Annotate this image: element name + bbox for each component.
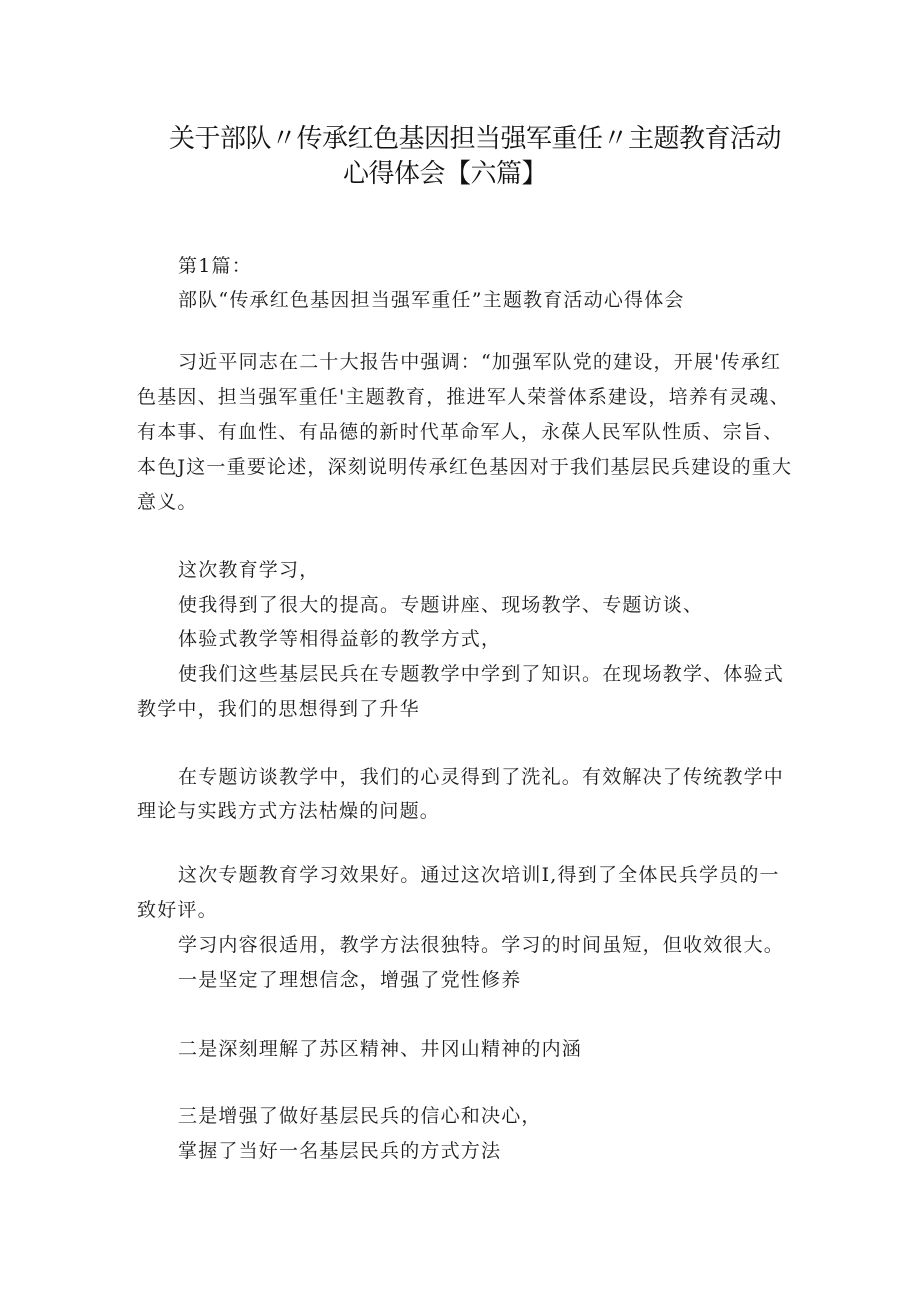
document-title-line-1: 关于部队〃传承红色基因担当强军重任〃主题教育活动 [168, 124, 781, 154]
paragraph-line: 二是深刻理解了苏区精神、井冈山精神的内涵 [178, 1038, 583, 1060]
paragraph-line: 使我们这些基层民兵在专题教学中学到了知识。在现场教学、体验式 [178, 663, 785, 685]
paragraph-line: 这次专题教育学习效果好。通过这次培训I,得到了全体民兵学员的一 [178, 864, 780, 886]
paragraph-line: 意义。 [137, 491, 198, 513]
paragraph-line: 这次教育学习， [178, 559, 320, 581]
document-subtitle: 部队“传承红色基因担当强军重任”主题教育活动心得体会 [178, 289, 685, 311]
paragraph-line: 学习内容很适用，教学方法很独特。学习的时间虽短，但收效很大。 [178, 934, 785, 956]
paragraph-line: 一是坚定了理想信念，增强了党性修养 [178, 969, 522, 991]
paragraph-line: 使我得到了很大的提高。专题讲座、现场教学、专题访谈、 [178, 594, 704, 616]
paragraph-line: 掌握了当好一名基层民兵的方式方法 [178, 1140, 502, 1162]
document-title-line-2: 心得体会【六篇】 [342, 159, 547, 189]
section-label: 第1篇： [178, 255, 252, 277]
paragraph-line: 色基因、担当强军重任'主题教育，推进军人荣誉体系建设，培养有灵魂、 [137, 386, 790, 408]
paragraph-line: 有本事、有血性、有品德的新时代革命军人，永葆人民军队性质、宗旨、 [137, 421, 784, 443]
paragraph-line: 体验式教学等相得益彰的教学方式， [178, 628, 502, 650]
paragraph-line: 教学中，我们的思想得到了升华 [137, 698, 420, 720]
paragraph-line: 理论与实践方式方法枯燥的问题。 [137, 800, 441, 822]
paragraph-line: 在专题访谈教学中，我们的心灵得到了洗礼。有效解决了传统教学中 [178, 766, 785, 788]
paragraph-line: 三是增强了做好基层民兵的信心和决心， [178, 1105, 542, 1127]
paragraph-line: 习近平同志在二十大报告中强调：“加强军队党的建设，开展'传承红 [178, 351, 782, 373]
paragraph-line: 致好评。 [137, 899, 218, 921]
paragraph-line: 本色J这一重要论述，深刻说明传承红色基因对于我们基层民兵建设的重大 [137, 456, 793, 478]
